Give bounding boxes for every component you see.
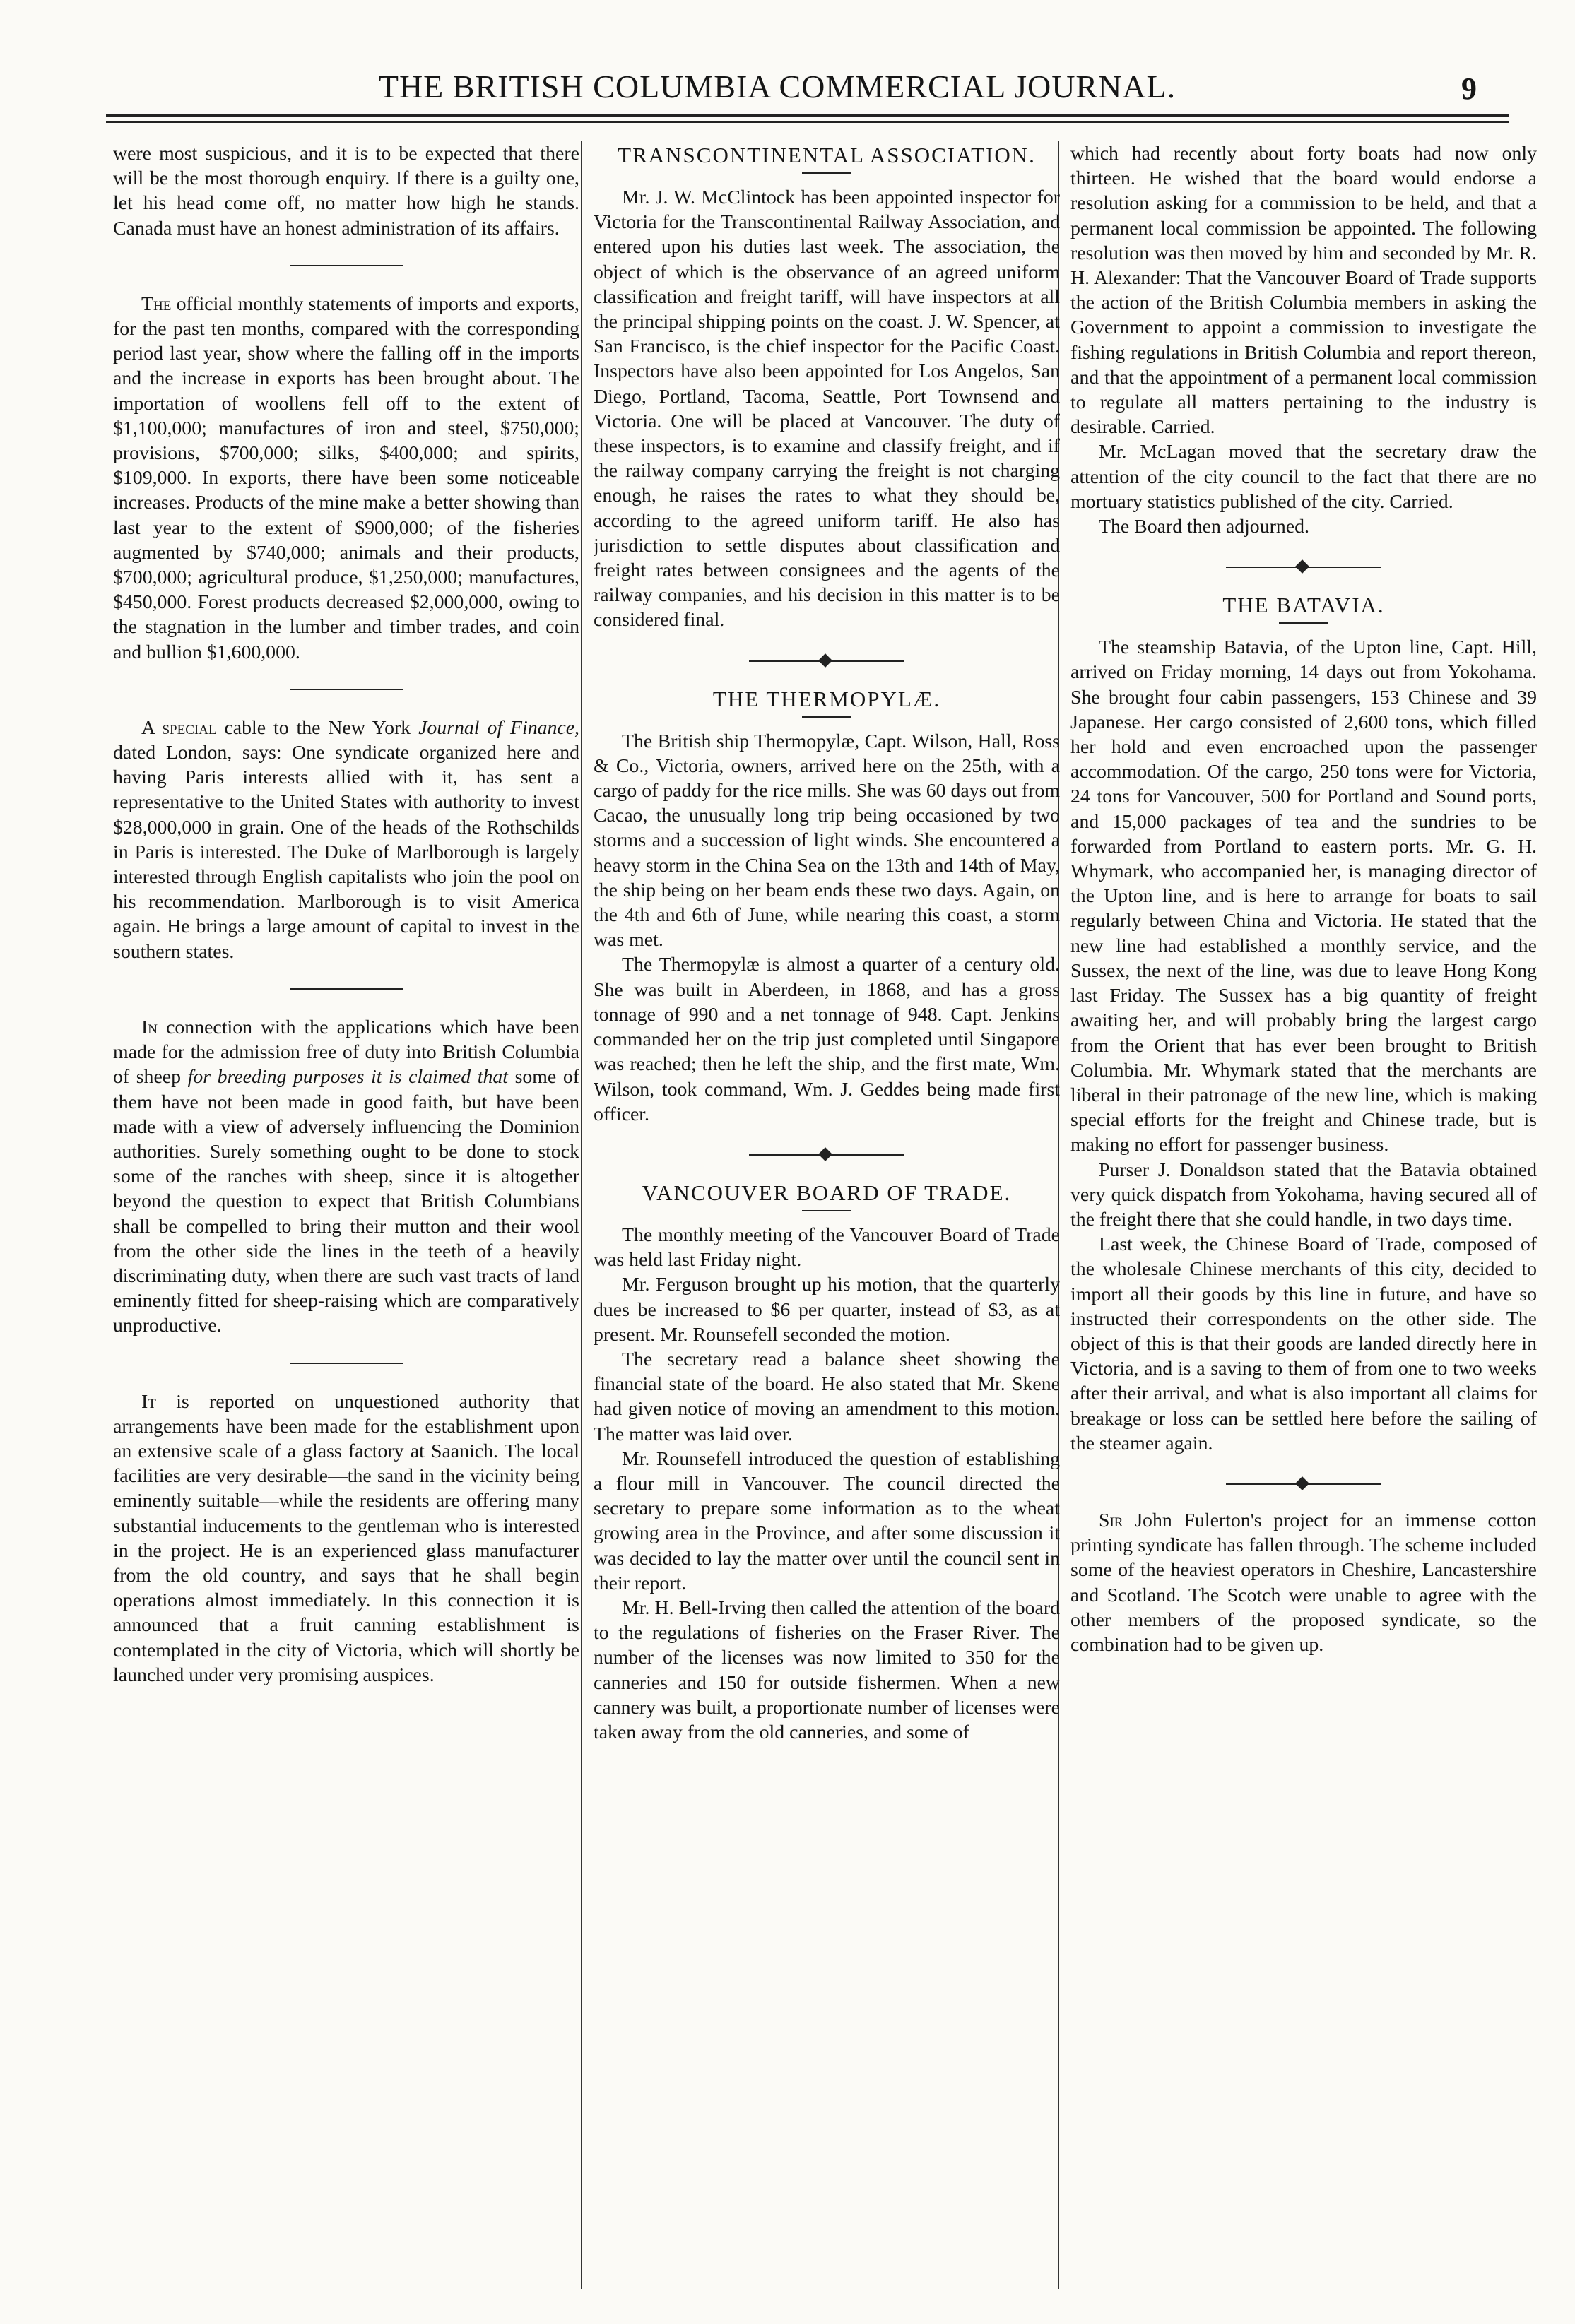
paragraph-transcontinental: Mr. J. W. McClintock has been appointed inspector for Victoria for the Transcontinental Railway Association, and entered upon his duties last week. The association, the object of which is the observance of an agreed uniform classification and freight tariff, will have inspectors at all the principal shipping points on the coast. J. W. Spencer, at San Francisco, is the chief inspector for the Pacific Coast. Inspectors have also been appointed for Los Angelos, San Diego, Portland, Tacoma, Seattle, Port Townsend and Victoria. One will be placed at Vancouver. The duty of these inspectors, is to examine and classify freight, and if the railway company carrying the freight is not charging enough, he raises the rates to what they should be, according to the agreed uniform tariff. He also has jurisdiction to settle disputes about classification and freight rates between consignees and the agents of the railway companies, and his decision in this matter is to be considered final. <box>594 186 1060 632</box>
ornament-separator <box>749 1148 904 1162</box>
heading-transcontinental: TRANSCONTINENTAL ASSOCIATION. <box>618 143 1036 167</box>
paragraph-text: is reported on unquestioned authority that arrangements have been made for the establishment upon an extensive scale of a glass factory at Saanich. The local facilities are very desirable—the sand in the vicinity being eminently suitable—while the residents are offering many substantial inducements to the gentleman who is interested in the project. He is an experienced glass manufacturer from the old country, and says that he shall begin operations almost immediately. In this connection it is announced that a fruit canning establishment is contemplated in the city of Victoria, which will shortly be launched under very promising auspices. <box>113 1390 579 1686</box>
heading-vancouver-board: VANCOUVER BOARD OF TRADE. <box>642 1180 1012 1205</box>
heading-batavia: THE BATAVIA. <box>1222 593 1385 618</box>
paragraph-glass-factory <box>113 1389 579 1688</box>
column-2 <box>594 141 1060 2289</box>
diamond-ornament-icon <box>818 653 832 668</box>
section-separator <box>290 265 403 266</box>
paragraph-text: some of them have not been made in good faith, but have been made with a view of adversely influencing the Dominion authorities. Surely something ought to be done to stock some of the ranches with sheep, since it is altogether beyond the question to expect that British Columbians shall be compelled to bring their mutton and their wool from the other side the lines in the teeth of a heavily discriminating duty, when there are such vast tracts of land eminently fitted for sheep-raising which are comparatively unproductive. <box>113 1066 579 1337</box>
paragraph-purser-donaldson: Purser J. Donaldson stated that the Batavia obtained very quick dispatch from Yokohama, having secured all of the freight there that she could handle, in two days time. <box>1070 1158 1537 1231</box>
paragraph-batavia-arrival: The steamship Batavia, of the Upton line, Capt. Hill, arrived on Friday morning, 14 days out from Yokohama. She brought four cabin passengers, 153 Chinese and 39 Japanese. Her cargo consisted of 2,600 tons, which filled her hold and even encroached upon the passenger accommodation. Of the cargo, 250 tons were for Victoria, 24 tons for Vancouver, 500 for Portland and Sound ports, and 15,000 packages of tea and the sundries to be forwarded from Portland to eastern ports. Mr. G. H. Whymark, who accompanied her, is managing director of the Upton line, and is here to arrange for boats to sail regularly between China and Victoria. He stated that the new line had established a monthly service, and the Sussex, the next of the line, was due to leave Hong Kong last Friday. The Sussex has a big quantity of freight awaiting her, and will probably bring the largest cargo from the Orient that has ever been brought to British Columbia. Mr. Whymark stated that the merchants are liberal in their patronage of the new line, which is making special efforts for the freight and Chinese trade, but is making no effort for passenger business. <box>1070 636 1537 1156</box>
page-number: 9 <box>1461 71 1477 106</box>
ornament-separator <box>749 654 904 668</box>
heading-dash <box>1279 622 1328 624</box>
paragraph-fisheries-continued: which had recently about forty boats had now only thirteen. He wished that the board would endorse a resolution asking for a commission to be held, and that a permanent local commission be appointed. The following resolution was then moved by him and seconded by Mr. R. H. Alexander: That the Vancouver Board of Trade supports the action of the British Columbia members in asking the Government to appoint a commission to investigate the fishing regulations in British Columbia and report thereon, and that the appointment of a permanent local commission to regulate all matters pertaining to the industry is desirable. Carried. <box>1070 143 1537 439</box>
journal-title: THE BRITISH COLUMBIA COMMERCIAL JOURNAL. <box>378 69 1176 105</box>
ornament-separator <box>1226 560 1381 574</box>
paragraph-text: official monthly statements of imports and exports, for the past ten months, compared with the corresponding period last year, show where the falling off in the imports and the increase in exports has been brought about. The importation of woollens fell off to the extent of $1,100,000; manufactures of iron and steel, $750,000; provisions, $700,000; silks, $400,000; and spirits, $109,000. In exports, there have been some noticeable increases. Products of the mine make a better showing than last year to the extent of $900,000; of the fisheries augmented by $740,000; animals and their products, $700,000; agricultural produce, $1,250,000; manufactures, $450,000. Forest products decreased $2,000,000, owing to the stagnation in the lumber and timber trades, and coin and bullion $1,600,000. <box>113 292 579 663</box>
paragraph-flour-mill: Mr. Rounsefell introduced the question of establishing a flour mill in Vancouver. The council directed the secretary to prepare some information as to the wheat growing area in the Province, and after some discussion it was decided to lay the matter over until the council sent in their report. <box>594 1447 1060 1594</box>
paragraph-board-meeting: The monthly meeting of the Vancouver Board of Trade was held last Friday night. <box>594 1223 1060 1271</box>
paragraph-mortuary-statistics: Mr. McLagan moved that the secretary draw the attention of the city council to the fact that there are no mortuary statistics published of the city. Carried. <box>1070 441 1537 513</box>
paragraph-thermopylae-arrival: The British ship Thermopylæ, Capt. Wilson, Hall, Ross & Co., Victoria, owners, arrived here on the 25th, with a cargo of paddy for the rice mills. She was 60 days out from Cacao, the unusually long trip being occasioned by two storms and a succession of light winds. She encountered a heavy storm in the China Sea on the 13th and 14th of May, the ship being on her beam ends these two days. Again, on the 4th and 6th of June, while nearing this coast, a storm was met. <box>594 730 1060 951</box>
lead-word: Sir <box>1099 1509 1123 1531</box>
diamond-ornament-icon <box>818 1147 832 1161</box>
column-1 <box>113 141 579 2289</box>
lead-word: The <box>141 292 172 315</box>
journal-name: Journal of Finance, <box>418 716 579 739</box>
ornament-separator <box>1226 1477 1381 1491</box>
paragraph-text: John Fulerton's project for an immense cotton printing syndicate has fallen through. The scheme included some of the heaviest operators in Cheshire, Lancastershire and Scotland. The Scotch were unable to agree with the other members of the proposed syndicate, so the combination had to be given up. <box>1070 1509 1537 1656</box>
paragraph-syndicate-cable <box>113 716 579 964</box>
masthead <box>106 68 1477 110</box>
diamond-ornament-icon <box>1295 1476 1309 1490</box>
section-separator <box>290 689 403 690</box>
italic-text: for breeding purposes it is claimed that <box>187 1066 508 1089</box>
lead-word: In <box>141 1016 158 1038</box>
heading-dash <box>802 1210 851 1211</box>
paragraph-chinese-board: Last week, the Chinese Board of Trade, composed of the wholesale Chinese merchants of this city, decided to import all their goods by this line in future, and have so instructed their correspondents on the other side. The object of this is that their goods are landed directly here in Victoria, and is a saving to them of from one to two weeks after their arrival, and what is also important all claims for breakage or loss can be settled here before the sailing of the steamer again. <box>1070 1233 1537 1454</box>
paragraph-monthly-statements <box>113 292 579 665</box>
paragraph-text: cable to the New York <box>224 716 411 739</box>
paragraph-text: dated London, says: One syndicate organized here and having Paris interests allied with it, has sent a representative to the United States with authority to invest $28,000,000 in grain. One of the heads of the Rothschilds in Paris is interested. The Duke of Marlborough is largely interested through English capitalists who join the pool on his recommendation. Marlborough is to visit America again. He brings a large amount of capital to invest in the southern states. <box>113 742 579 963</box>
paragraph-fulerton-project <box>1070 1508 1537 1657</box>
paragraph-adjourned: The Board then adjourned. <box>1099 516 1309 538</box>
paragraph-balance-sheet: The secretary read a balance sheet showing the financial state of the board. He also stated that Mr. Skene had given notice of moving an amendment to this motion. The matter was laid over. <box>594 1348 1060 1445</box>
column-divider-1 <box>581 141 582 2289</box>
diamond-ornament-icon <box>1295 559 1309 574</box>
paragraph-ferguson-motion: Mr. Ferguson brought up his motion, that the quarterly dues be increased to $6 per quarter, instead of $3, as at present. Mr. Rounsefell seconded the motion. <box>594 1274 1060 1346</box>
column-3 <box>1070 141 1537 2289</box>
lead-word: It <box>141 1390 156 1413</box>
paragraph-thermopylae-history: The Thermopylæ is almost a quarter of a century old. She was built in Aberdeen, in 1868, and has a gross tonnage of 990 and a net tonnage of 948. Capt. Jenkins commanded her on the trip just completed until Singapore was reached; then he left the ship, and the first mate, Wm. Wilson, took command, Wm. J. Geddes being made first officer. <box>594 954 1060 1125</box>
section-separator <box>290 1363 403 1364</box>
paragraph-sheep-duty <box>113 1015 579 1339</box>
heading-dash <box>802 172 851 174</box>
paragraph-text: connection with the applications which have been made for the admission free of duty into British Columbia of sheep <box>113 1016 579 1089</box>
header-rule-thin <box>106 121 1509 123</box>
header-rule-thick <box>106 114 1509 117</box>
heading-dash <box>802 716 851 718</box>
paragraph-fisheries: Mr. H. Bell-Irving then called the attention of the board to the regulations of fisheries on the Fraser River. The number of the licenses was now limited to 350 for the canneries and 150 for outside fishermen. When a new cannery was built, a proportionate number of licenses were taken away from the old canneries, and some of <box>594 1596 1060 1743</box>
lead-word: A special <box>141 716 217 739</box>
section-separator <box>290 988 403 990</box>
heading-thermopylae: THE THERMOPYLÆ. <box>712 686 941 711</box>
paragraph-admin-enquiry: were most suspicious, and it is to be expected that there will be the most thorough enquiry. If there is a guilty one, let his head come off, no matter how high he stands. Canada must have an honest administration of its affairs. <box>113 143 579 239</box>
